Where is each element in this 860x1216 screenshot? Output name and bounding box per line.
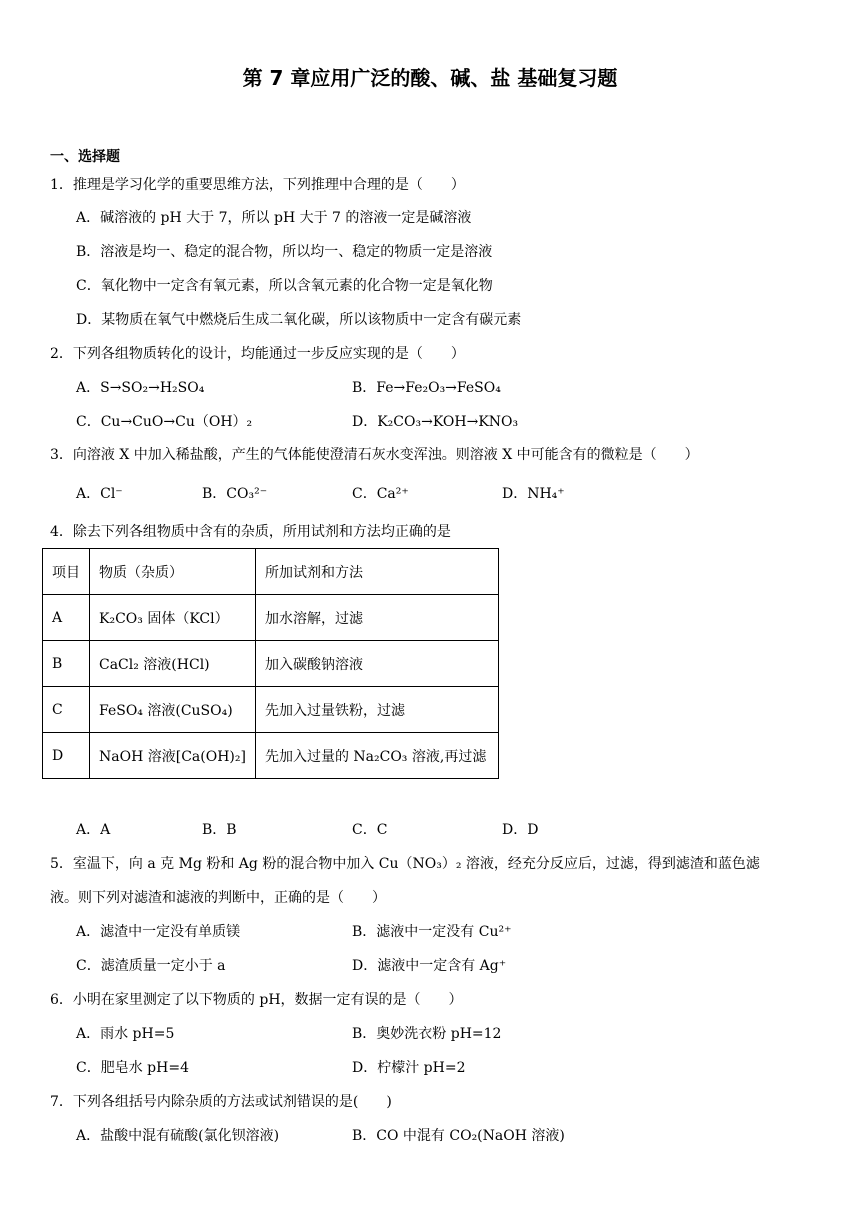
question-6-option-b: B．奥妙洗衣粉 pH=12: [352, 1026, 502, 1042]
table-row: [43, 595, 499, 641]
question-5-stem-line-1: 5．室温下，向 a 克 Mg 粉和 Ag 粉的混合物中加入 Cu（NO₃）₂ 溶液，经充分反应后，过滤，得到滤渣和蓝色滤: [50, 856, 760, 872]
table-cell: B: [43, 641, 90, 687]
question-4-option-c: C．C: [352, 822, 388, 838]
question-7-option-b: B．CO 中混有 CO₂(NaOH 溶液): [352, 1128, 565, 1144]
question-6-option-d: D．柠檬汁 pH=2: [352, 1060, 466, 1076]
question-5-option-a: A．滤渣中一定没有单质镁: [76, 924, 241, 940]
question-7-option-a: A．盐酸中混有硫酸(氯化钡溶液): [76, 1128, 280, 1144]
question-4-option-d: D．D: [502, 822, 539, 838]
question-1-option-c: C．氧化物中一定含有氧元素，所以含氧元素的化合物一定是氧化物: [76, 278, 493, 294]
table-cell: D: [43, 733, 90, 779]
question-6-option-c: C．肥皂水 pH=4: [76, 1060, 189, 1076]
question-3-option-c: C．Ca²⁺: [352, 486, 409, 502]
question-6-option-a: A．雨水 pH=5: [76, 1026, 175, 1042]
question-3-option-d: D．NH₄⁺: [502, 486, 565, 502]
page-title: 第 7 章应用广泛的酸、碱、盐 基础复习题: [242, 66, 618, 90]
question-1-option-d: D．某物质在氧气中燃烧后生成二氧化碳，所以该物质中一定含有碳元素: [76, 312, 522, 328]
question-5-option-d: D．滤液中一定含有 Ag⁺: [352, 958, 507, 974]
table-cell: CaCl₂ 溶液(HCl): [90, 641, 256, 687]
table-header-cell: 物质（杂质）: [90, 549, 256, 595]
question-1-option-a: A．碱溶液的 pH 大于 7，所以 pH 大于 7 的溶液一定是碱溶液: [76, 210, 472, 226]
table-cell: 加入碳酸钠溶液: [255, 641, 498, 687]
table-cell: K₂CO₃ 固体（KCl）: [90, 595, 256, 641]
table-cell: NaOH 溶液[Ca(OH)₂]: [90, 733, 256, 779]
question-4-option-a: A．A: [76, 822, 111, 838]
table-row: [43, 687, 499, 733]
question-5-option-c: C．滤渣质量一定小于 a: [76, 958, 226, 974]
table-cell: C: [43, 687, 90, 733]
table-cell: FeSO₄ 溶液(CuSO₄): [90, 687, 256, 733]
question-2-option-b: B．Fe→Fe₂O₃→FeSO₄: [352, 380, 501, 396]
question-2-option-c: C．Cu→CuO→Cu（OH）₂: [76, 414, 253, 430]
question-2-option-d: D．K₂CO₃→KOH→KNO₃: [352, 414, 519, 430]
table-header-cell: 所加试剂和方法: [255, 549, 498, 595]
table-row: [43, 641, 499, 687]
table-header-row: [43, 549, 499, 595]
question-3-stem: 3．向溶液 X 中加入稀盐酸，产生的气体能使澄清石灰水变浑浊。则溶液 X 中可能含有的微粒是（ ）: [50, 447, 699, 463]
table-header-cell: 项目: [43, 549, 90, 595]
question-4-stem: 4．除去下列各组物质中含有的杂质，所用试剂和方法均正确的是: [50, 524, 451, 540]
impurity-removal-table: [42, 548, 499, 779]
question-5-option-b: B．滤液中一定没有 Cu²⁺: [352, 924, 512, 940]
question-6-stem: 6．小明在家里测定了以下物质的 pH，数据一定有误的是（ ）: [50, 992, 463, 1008]
table-cell: A: [43, 595, 90, 641]
table-cell: 先加入过量的 Na₂CO₃ 溶液,再过滤: [255, 733, 498, 779]
table-row: [43, 733, 499, 779]
question-1-option-b: B．溶液是均一、稳定的混合物，所以均一、稳定的物质一定是溶液: [76, 244, 493, 260]
question-3-option-b: B．CO₃²⁻: [202, 486, 268, 502]
question-2-stem: 2．下列各组物质转化的设计，均能通过一步反应实现的是（ ）: [50, 346, 465, 362]
question-7-stem: 7．下列各组括号内除杂质的方法或试剂错误的是( ): [50, 1094, 392, 1110]
table-cell: 加水溶解，过滤: [255, 595, 498, 641]
table-cell: 先加入过量铁粉，过滤: [255, 687, 498, 733]
question-2-option-a: A．S→SO₂→H₂SO₄: [76, 380, 205, 396]
question-1-stem: 1．推理是学习化学的重要思维方法，下列推理中合理的是（ ）: [50, 177, 465, 193]
section-heading: 一、选择题: [50, 149, 120, 165]
question-5-stem-line-2: 液。则下列对滤渣和滤液的判断中，正确的是（ ）: [50, 890, 386, 906]
question-4-option-b: B．B: [202, 822, 237, 838]
question-3-option-a: A．Cl⁻: [76, 486, 123, 502]
